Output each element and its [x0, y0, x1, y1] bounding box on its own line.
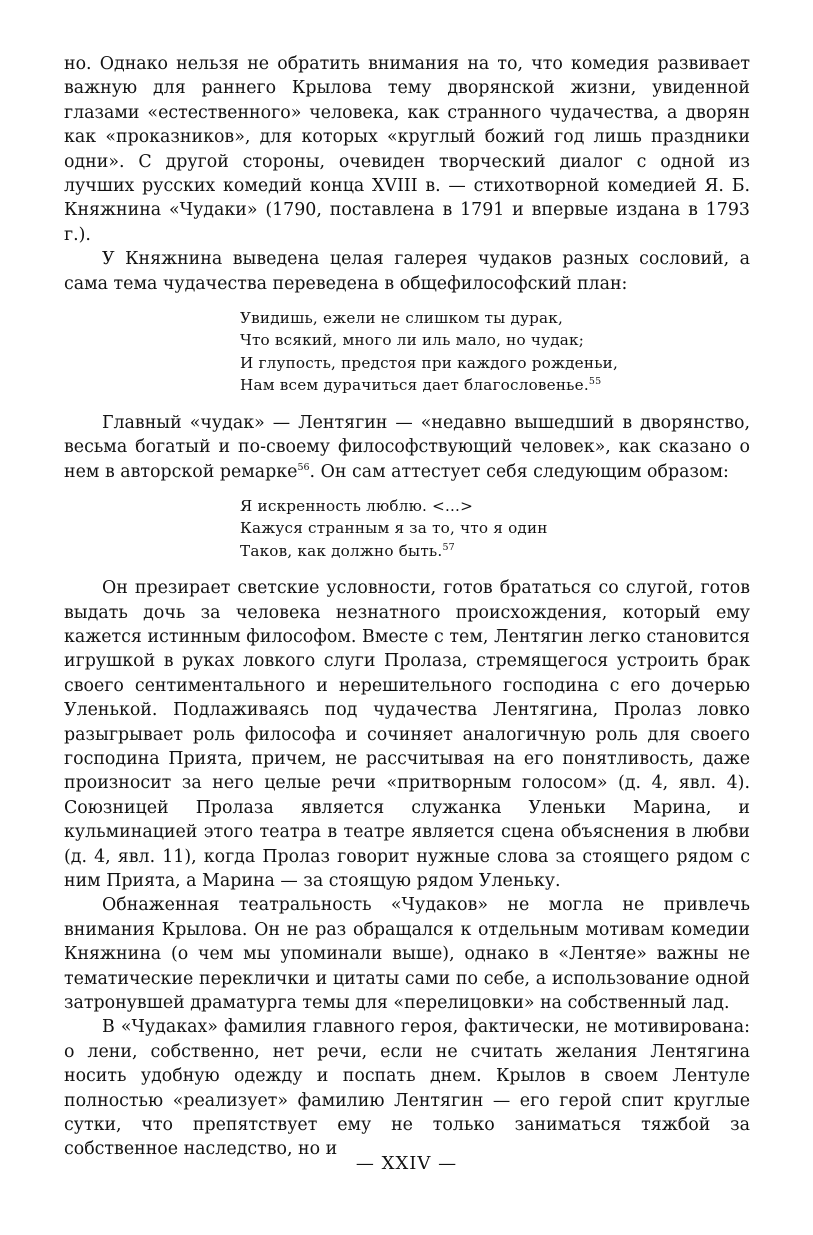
verse-2-line-2: Кажуся странным я за то, что я один — [240, 519, 548, 538]
page-number: — XXIV — — [355, 1153, 458, 1174]
verse-2-line-3 — [240, 540, 750, 562]
verse-quote-1 — [240, 307, 750, 397]
verse-1-line-1: Увидишь, ежели не слишком ты дурак, — [240, 309, 564, 328]
footnote-ref-57[interactable]: 57 — [442, 541, 455, 553]
verse-1-line-4-text: Нам всем дурачиться дает благословенье. — [240, 376, 589, 395]
verse-quote-2 — [240, 495, 750, 562]
paragraph-3-text: Главный «чудак» — Лентягин — «недавно вышедший в дворянство, весьма богатый и по-своему философствующий человек», как сказано о нем в авторской ремарке — [64, 412, 750, 482]
verse-2-line-3-text: Таков, как должно быть. — [240, 541, 443, 560]
paragraph-3-tail: . Он сам аттестует себя следующим образом: — [309, 461, 729, 482]
footnote-ref-56[interactable]: 56 — [297, 461, 310, 473]
verse-2-line-1: Я искренность люблю. <...> — [240, 496, 473, 515]
paragraph-5: Обнаженная театральность «Чудаков» не могла не привлечь внимания Крылова. Он не раз обращался к отдельным мотивам комедии Княжнина (о чем мы упоминали выше), однако в «Лентяе» важны не тематические переклички и цитаты сами по себе, а использование одной затронувшей драматурга темы для «перелицовки» на собственный лад. — [64, 895, 750, 1014]
paragraph-1: но. Однако нельзя не обратить внимания на то, что комедия развивает важную для раннего Крылова тему дворянской жизни, увиденной глазами «естественного» человека, как странного чудачества, а дворян как «проказников», для которых «круглый божий год лишь праздники одни». С другой стороны, очевиден творческий диалог с одной из лучших русских комедий конца XVIII в. — стихотворной комедией Я. Б. Княжнина «Чудаки» (1790, поставлена в 1791 и впервые издана в 1793 г.). — [64, 54, 750, 245]
paragraph-6: В «Чудаках» фамилия главного героя, фактически, не мотивирована: о лени, собственно, нет речи, если не считать желания Лентягина носить удобную одежду и поспать днем. Крылов в своем Лентуле полностью «реализует» фамилию Лентягин — его герой спит круглые сутки, что препятствует ему не только заниматься тяжбой за собственное наследство, но и — [64, 1017, 750, 1160]
footnote-ref-55[interactable]: 55 — [588, 376, 602, 388]
paragraph-4: Он презирает светские условности, готов брататься со слугой, готов выдать дочь за человека незнатного происхождения, который ему кажется истинным философом. Вместе с тем, Лентягин легко становится игрушкой в руках ловкого слуги Пролаза, стремящегося устроить брак своего сентиментального и нерешительного господина с его дочерью Уленькой. Подлаживаясь под чудачества Лентягина, Пролаз ловко разыгрывает роль философа и сочиняет аналогичную роль для своего господина Прията, причем, не рассчитывая на его понятливость, даже произносит за него целые речи «притворным голосом» (д. 4, явл. 4). Союзницей Пролаза является служанка Уленьки Марина, и кульминацией этого театра в театре является сцена объяснения в любви (д. 4, явл. 11), когда Пролаз говорит нужные слова за стоящего рядом с ним Прията, а Марина — за стоящую рядом Уленьку. — [64, 578, 750, 891]
paragraph-2: У Княжнина выведена целая галерея чудаков разных сословий, а сама тема чудачества переведена в общефилософский план: — [64, 249, 750, 294]
verse-1-line-3: И глупость, предстоя при каждого рожденьи, — [240, 353, 619, 372]
page-body — [64, 52, 750, 1162]
verse-1-line-2: Что всякий, много ли иль мало, но чудак; — [240, 331, 585, 350]
paragraph-3 — [64, 411, 750, 484]
verse-1-line-4 — [240, 374, 750, 396]
